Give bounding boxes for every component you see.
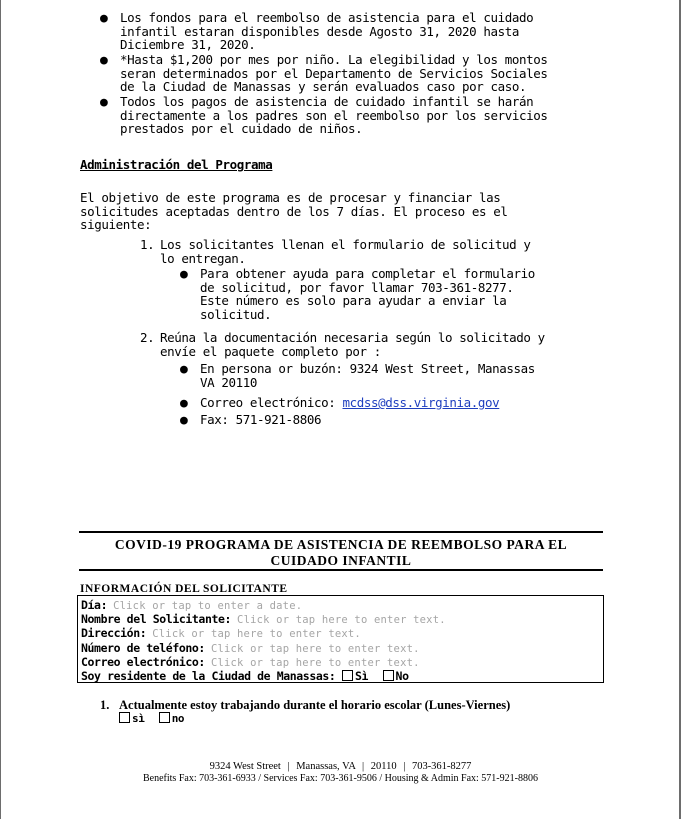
bullet-icon: ● xyxy=(180,413,188,428)
bullet-funds xyxy=(120,11,533,52)
text-line: envíe el paquete completo por : xyxy=(160,343,381,359)
text-line: lo entregan. xyxy=(160,250,246,266)
text-line: de solicitud, por favor llamar 703-361-8277. xyxy=(200,279,514,295)
text-line: Los solicitantes llenan el formulario de solicitud y xyxy=(160,237,531,252)
text-line: VA 20110 xyxy=(200,374,258,390)
email-label: Correo electrónico: xyxy=(200,395,343,410)
footer-contact xyxy=(0,760,681,773)
resident-label: Soy residente de la Ciudad de Manassas: xyxy=(81,669,336,684)
email-input[interactable]: Click or tap here to enter text. xyxy=(210,656,420,669)
footer-phone: 703-361-8277 xyxy=(411,761,472,772)
resident-yes-checkbox[interactable] xyxy=(342,670,353,681)
text-line: Para obtener ayuda para completar el formulario xyxy=(200,266,535,281)
step-2-number: 2. xyxy=(140,330,155,345)
submit-fax: Fax: 571-921-8806 xyxy=(200,412,322,427)
text-line: Este número es solo para ayudar a enviar la xyxy=(200,293,507,308)
footer-address: 9324 West Street xyxy=(209,761,281,772)
bullet-icon: ● xyxy=(100,53,108,68)
question-1-no-label: no xyxy=(171,712,185,725)
applicant-fields xyxy=(81,599,446,683)
resident-field xyxy=(81,670,446,683)
footer-city: Manassas, VA xyxy=(296,761,356,772)
applicant-section-heading: INFORMACIÓN DEL SOLICITANTE xyxy=(80,583,288,595)
footer-separator: | xyxy=(403,761,406,772)
field-label: Dirección: xyxy=(81,626,147,641)
title-rule-bottom xyxy=(79,569,603,571)
step-2-text xyxy=(160,331,545,358)
step-1-help xyxy=(200,267,535,321)
bullet-payments xyxy=(120,95,548,136)
field-label: Número de teléfono: xyxy=(81,640,205,655)
phone-field xyxy=(81,642,446,656)
text-line: Todos los pagos de asistencia de cuidado infantil se harán xyxy=(120,94,534,109)
question-1-yes-label: sì xyxy=(132,712,145,725)
text-line: directamente a los padres son el reembolso por los servicios xyxy=(120,107,548,123)
field-label: Día: xyxy=(81,598,108,612)
email-link[interactable]: mcdss@dss.virginia.gov xyxy=(342,395,500,410)
text-line: solicitud. xyxy=(200,306,272,322)
text-line: Diciembre 31, 2020. xyxy=(120,37,256,52)
submit-in-person xyxy=(200,362,535,389)
bullet-icon: ● xyxy=(180,362,188,377)
text-line: *Hasta $1,200 por mes por niño. La elegibilidad y los montos xyxy=(120,52,548,67)
question-1-text: Actualmente estoy trabajando durante el horario escolar (Lunes-Viernes) xyxy=(119,698,511,712)
text-line: prestados por el cuidado de niños. xyxy=(120,121,363,136)
resident-no-label: No xyxy=(395,669,409,684)
text-line: En persona or buzón: 9324 West Street, Manassas xyxy=(200,361,535,376)
page-border-left xyxy=(0,0,1,819)
resident-yes-label: Sì xyxy=(354,669,369,684)
footer-separator: | xyxy=(287,761,290,772)
footer-fax-line: Benefits Fax: 703-361-6933 / Services Fax: 703-361-9506 / Housing & Admin Fax: 571-921-8806 xyxy=(143,773,538,784)
bullet-amount xyxy=(120,53,548,94)
phone-input[interactable]: Click or tap here to enter text. xyxy=(210,642,420,655)
bullet-icon: ● xyxy=(180,396,188,411)
text-line: Los fondos para el reembolso de asistencia para el cuidado xyxy=(120,10,534,25)
text-line: infantil estaran disponibles desde Agosto 31, 2020 hasta xyxy=(120,23,520,39)
title-line: CUIDADO INFANTIL xyxy=(270,552,412,568)
field-label: Nombre del Solicitante: xyxy=(81,612,232,627)
question-1-yes-checkbox[interactable] xyxy=(119,712,130,723)
admin-intro xyxy=(80,191,508,232)
text-line: solicitudes aceptadas dentro de los 7 días. El proceso es el xyxy=(80,203,508,219)
field-label: Correo electrónico: xyxy=(81,654,205,669)
form-title xyxy=(79,537,603,568)
date-input[interactable]: Click or tap to enter a date. xyxy=(113,600,303,612)
applicant-name-input[interactable]: Click or tap here to enter text. xyxy=(237,614,446,627)
address-input[interactable]: Click or tap here to enter text. xyxy=(152,628,361,641)
email-field xyxy=(81,656,446,670)
admin-heading: Administración del Programa xyxy=(80,157,273,172)
bullet-icon: ● xyxy=(100,11,108,26)
footer-separator: | xyxy=(361,761,365,772)
bullet-icon: ● xyxy=(180,267,188,282)
address-field xyxy=(81,627,446,641)
step-1-text xyxy=(160,238,531,265)
footer-zip: 20110 xyxy=(370,761,397,772)
title-line: COVID-19 PROGRAMA DE ASISTENCIA DE REEMBOLSO PARA EL xyxy=(114,537,568,552)
question-1-options xyxy=(119,712,184,726)
title-rule-top xyxy=(79,531,603,533)
resident-no-checkbox[interactable] xyxy=(383,670,394,681)
text-line: de la Ciudad de Manassas y serán evaluados caso por caso. xyxy=(120,79,527,94)
applicant-name-field xyxy=(81,613,446,627)
step-1-number: 1. xyxy=(140,237,155,252)
date-field xyxy=(81,599,446,613)
text-line: Reúna la documentación necesaria según lo solicitado y xyxy=(160,330,545,345)
question-1-no-checkbox[interactable] xyxy=(159,712,170,723)
text-line: seran determinados por el Departamento de Servicios Sociales xyxy=(120,65,548,81)
text-line: El objetivo de este programa es de procesar y financiar las xyxy=(80,190,501,205)
submit-email xyxy=(200,396,499,410)
text-line: siguiente: xyxy=(80,217,152,232)
bullet-icon: ● xyxy=(100,95,108,110)
question-1-number: 1. xyxy=(100,698,110,712)
